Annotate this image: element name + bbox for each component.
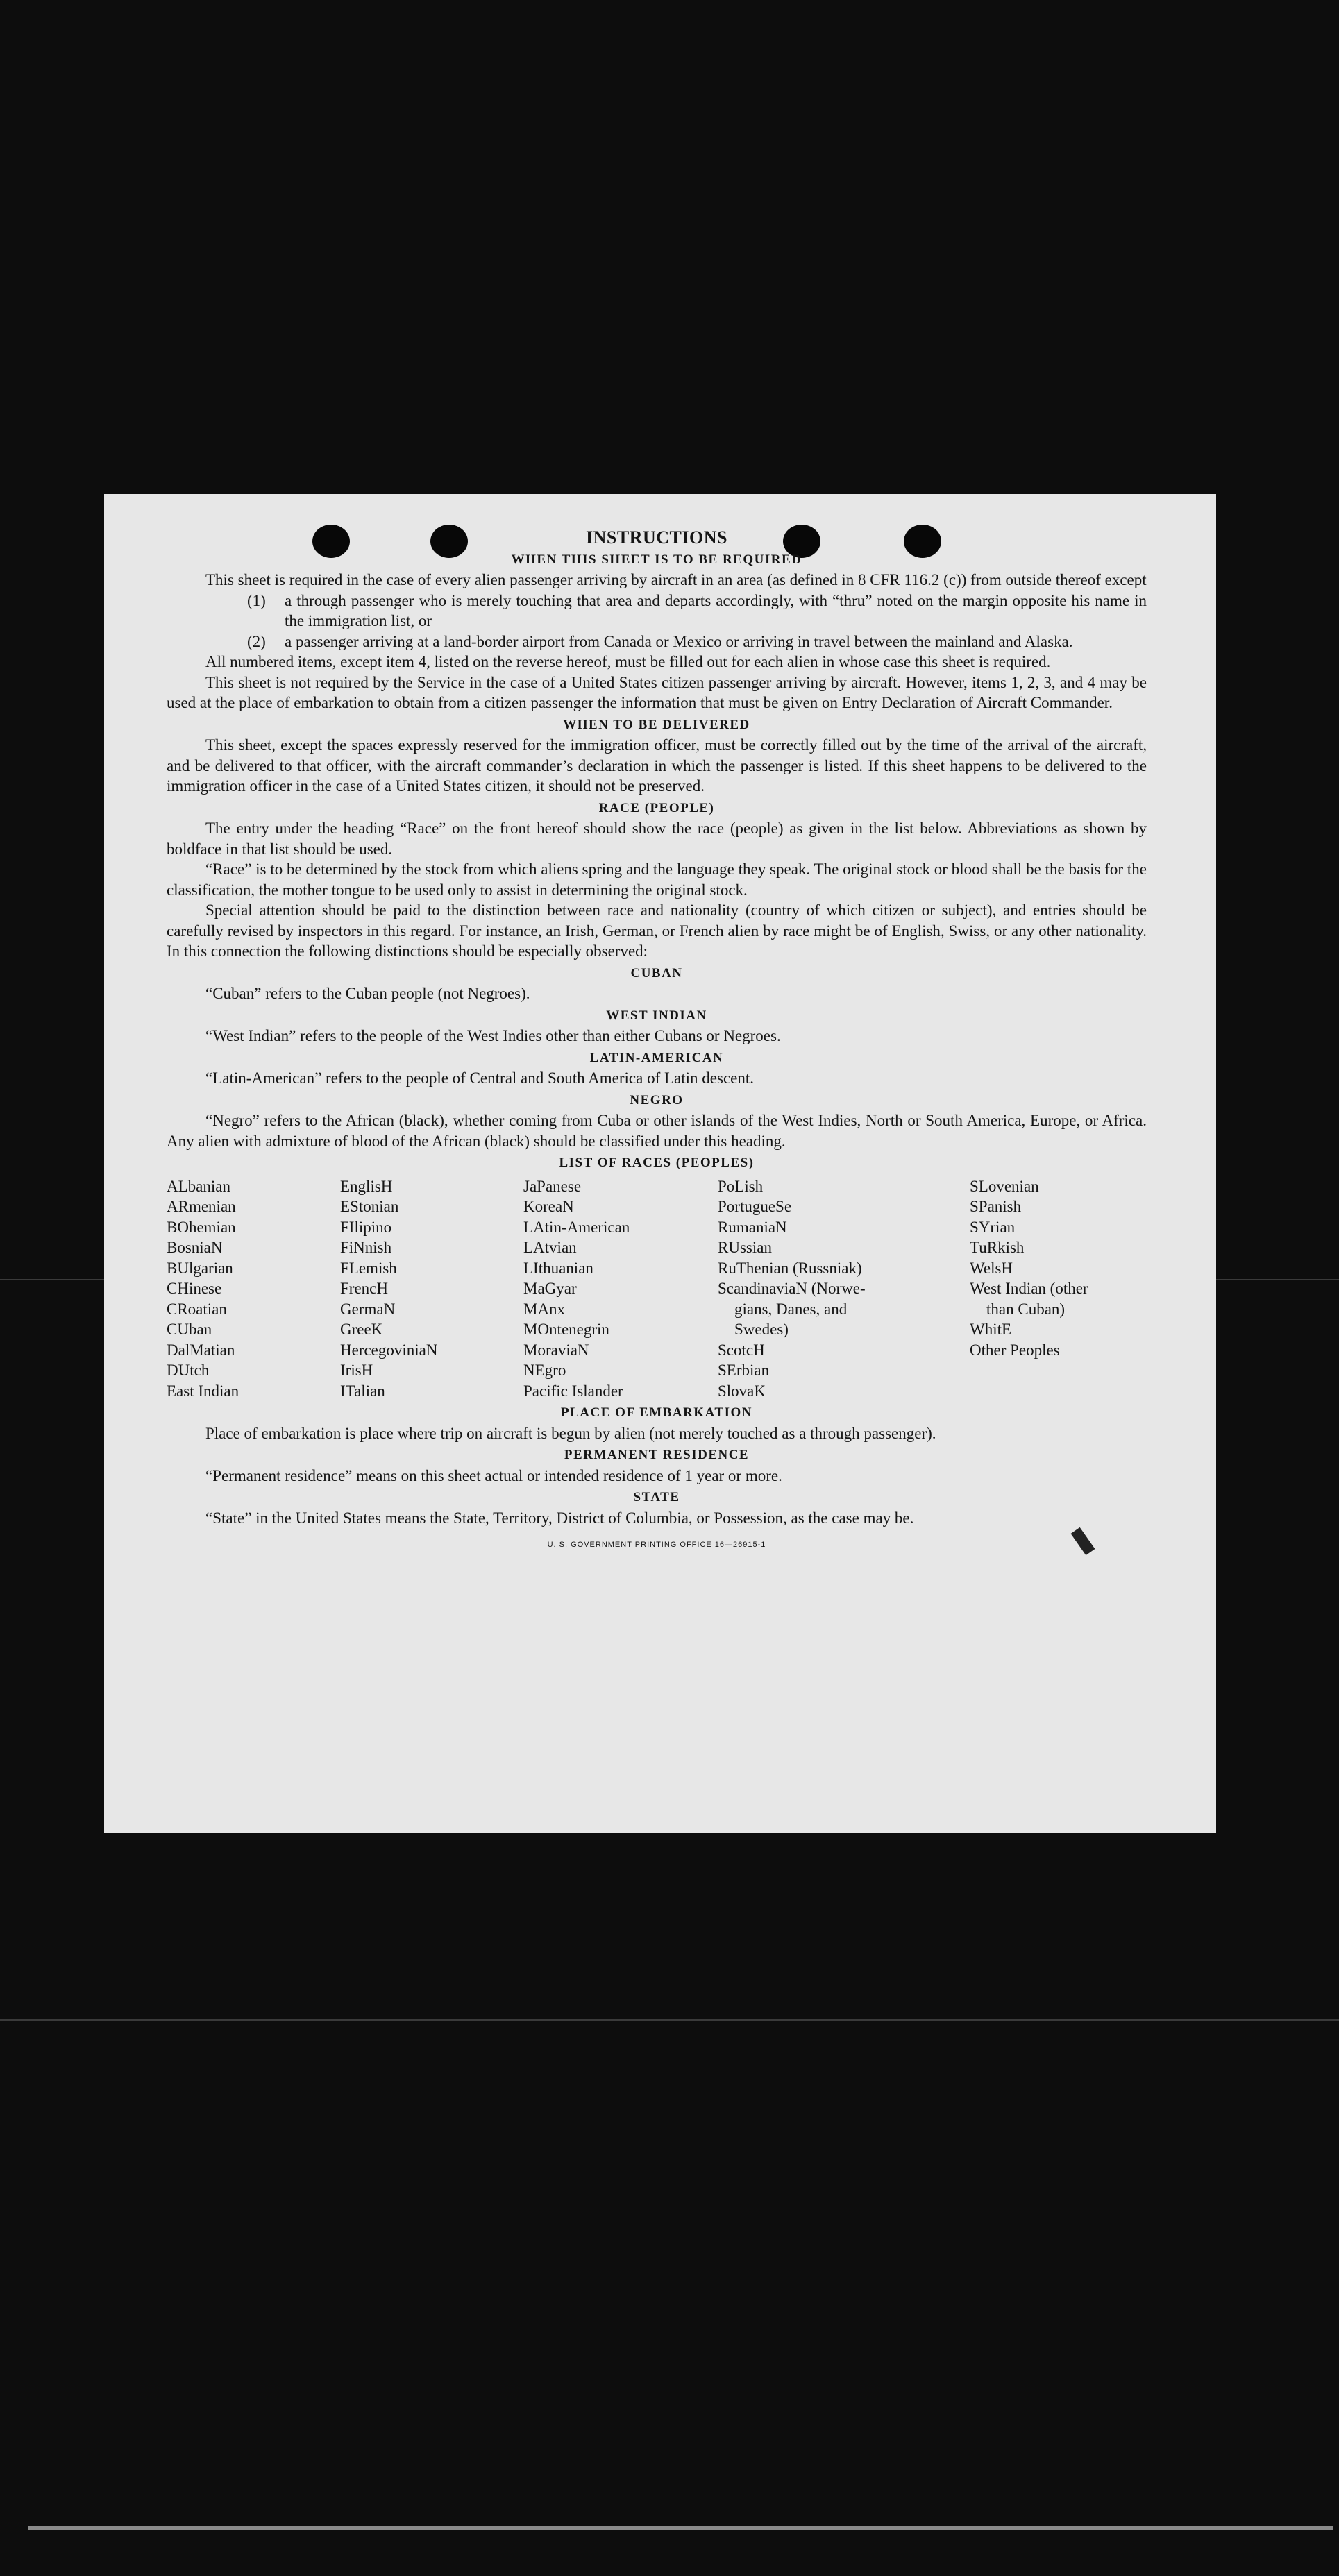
item-number: (2): [247, 632, 266, 650]
race-entry: BosniaN: [167, 1239, 223, 1256]
races-column: [523, 1176, 718, 1402]
heading-when-delivered: WHEN TO BE DELIVERED: [563, 717, 750, 732]
race-entry: HercegoviniaN: [340, 1341, 438, 1359]
heading-cuban: CUBAN: [630, 965, 683, 981]
race-entry: SlovaK: [718, 1382, 766, 1400]
race-entry: PoLish: [718, 1177, 764, 1195]
scan-artifact-line: [0, 2019, 1339, 2021]
paragraph: “State” in the United States means the State, Territory, District of Columbia, or Possession, as the case may be.: [205, 1509, 914, 1527]
paragraph: This sheet is required in the case of every alien passenger arriving by aircraft in an area (as defined in 8 CFR 116.2 (c)) from outside thereof except: [205, 571, 1147, 588]
race-entry: LIthuanian: [523, 1259, 593, 1277]
race-entry: Pacific Islander: [523, 1382, 623, 1400]
race-entry: BOhemian: [167, 1218, 236, 1236]
paragraph: Special attention should be paid to the distinction between race and nationality (country of which citizen or subject), and entries should be carefully revised by inspectors in this regard. For instance, an Irish, German, or French alien by race might be of English, Swiss, or any other nationality. In this connection the following distinctions should be especially observed:: [167, 901, 1147, 960]
paragraph: “Permanent residence” means on this sheet actual or intended residence of 1 year or more.: [205, 1466, 782, 1484]
race-entry: CUban: [167, 1321, 212, 1338]
race-entry: LAtvian: [523, 1239, 577, 1256]
race-entry: RumaniaN: [718, 1218, 787, 1236]
paragraph: “West Indian” refers to the people of the West Indies other than either Cubans or Negroes.: [205, 1027, 781, 1044]
instructions-content: [167, 527, 1147, 1556]
race-entry: EStonian: [340, 1198, 399, 1215]
printing-office-footer: U. S. GOVERNMENT PRINTING OFFICE 16—26915-1: [547, 1541, 766, 1549]
race-entry: MAnx: [523, 1300, 566, 1318]
race-entry: WelsH: [970, 1259, 1013, 1277]
paragraph: Place of embarkation is place where trip on aircraft is begun by alien (not merely touched as a through passenger).: [205, 1424, 936, 1442]
item-number: (1): [247, 591, 266, 609]
heading-race: RACE (PEOPLE): [598, 800, 715, 815]
race-entry: FiNnish: [340, 1239, 392, 1256]
race-entry: SPanish: [970, 1198, 1022, 1215]
scan-bottom-edge: [28, 2526, 1333, 2530]
races-column: [167, 1176, 340, 1402]
heading-permanent-residence: PERMANENT RESIDENCE: [564, 1448, 750, 1462]
race-entry: MoraviaN: [523, 1341, 589, 1359]
race-entry: East Indian: [167, 1382, 239, 1400]
heading-state: STATE: [633, 1490, 680, 1505]
heading-negro: NEGRO: [630, 1092, 684, 1108]
race-entry: DalMatian: [167, 1341, 235, 1359]
paragraph: All numbered items, except item 4, listed on the reverse hereof, must be filled out for each alien in whose case this sheet is required.: [205, 653, 1051, 670]
race-entry: IrisH: [340, 1362, 373, 1379]
race-entry: TuRkish: [970, 1239, 1025, 1256]
paragraph: This sheet is not required by the Service in the case of a United States citizen passenger arriving by aircraft. However, items 1, 2, 3, and 4 may be used at the place of embarkation to obtain from a citizen passenger the information that must be given on Entry Declaration of Aircraft Commander.: [167, 673, 1147, 711]
race-entry: MaGyar: [523, 1280, 577, 1297]
race-entry: MOntenegrin: [523, 1321, 609, 1338]
race-entry: RuThenian (Russniak): [718, 1259, 862, 1277]
race-entry: ARmenian: [167, 1198, 236, 1215]
race-entry: SErbian: [718, 1362, 770, 1379]
paragraph: “Race” is to be determined by the stock from which aliens spring and the language they speak. The original stock or blood shall be the basis for the classification, the mother tongue to be used only to assist in determining the original stock.: [167, 861, 1147, 899]
race-entry: PortugueSe: [718, 1198, 792, 1215]
race-entry: ScotcH: [718, 1341, 765, 1359]
race-entry: RUssian: [718, 1239, 772, 1256]
heading-west-indian: WEST INDIAN: [606, 1008, 707, 1023]
race-entry: West Indian (other: [970, 1280, 1088, 1297]
race-entry: GermaN: [340, 1300, 396, 1318]
paragraph: “Negro” refers to the African (black), whether coming from Cuba or other islands of the West Indies, North or South America, Europe, or Africa. Any alien with admixture of blood of the African (black) should be classified under this heading.: [167, 1112, 1147, 1150]
item-text: a through passenger who is merely touching that area and departs accordingly, with “thru” noted on the margin opposite his name in the immigration list, or: [285, 591, 1147, 629]
document-sheet: [104, 494, 1216, 1833]
paragraph: “Latin-American” refers to the people of Central and South America of Latin descent.: [205, 1069, 754, 1087]
race-entry: SYrian: [970, 1218, 1016, 1236]
race-entry: CHinese: [167, 1280, 222, 1297]
race-entry: FrencH: [340, 1280, 388, 1297]
page-title: INSTRUCTIONS: [586, 527, 727, 548]
race-entry: WhitE: [970, 1321, 1012, 1338]
numbered-item: [167, 632, 1147, 652]
race-entry: ITalian: [340, 1382, 385, 1400]
paragraph: “Cuban” refers to the Cuban people (not Negroes).: [205, 985, 530, 1002]
race-entry: FLemish: [340, 1259, 397, 1277]
race-entry: GreeK: [340, 1321, 383, 1338]
race-entry: DUtch: [167, 1362, 210, 1379]
races-column: [718, 1176, 970, 1402]
race-entry: than Cuban): [986, 1300, 1066, 1318]
paragraph: This sheet, except the spaces expressly reserved for the immigration officer, must be correctly filled out by the time of the arrival of the aircraft, and be delivered to that officer, with the aircraft commander’s declaration in which the passenger is listed. If this sheet happens to be delivered to the immigration officer in the case of a United States citizen, it should not be preserved.: [167, 736, 1147, 795]
heading-embarkation: PLACE OF EMBARKATION: [561, 1405, 752, 1420]
race-entry: BUlgarian: [167, 1259, 233, 1277]
race-entry: EnglisH: [340, 1177, 393, 1195]
paragraph: The entry under the heading “Race” on the front hereof should show the race (people) as given in the list below. Abbreviations as shown by boldface in that list should be used.: [167, 820, 1147, 858]
item-text: a passenger arriving at a land-border airport from Canada or Mexico or arriving in travel between the mainland and Alaska.: [285, 632, 1073, 650]
race-entry: Swedes): [734, 1321, 789, 1338]
races-column: [970, 1176, 1147, 1402]
race-entry: JaPanese: [523, 1177, 582, 1195]
numbered-item: [167, 591, 1147, 632]
races-column: [340, 1176, 523, 1402]
race-entry: NEgro: [523, 1362, 566, 1379]
race-entry: CRoatian: [167, 1300, 227, 1318]
race-entry: LAtin-American: [523, 1218, 630, 1236]
race-entry: KoreaN: [523, 1198, 574, 1215]
race-entry: gians, Danes, and: [734, 1300, 848, 1318]
race-entry: ScandinaviaN (Norwe-: [718, 1280, 866, 1297]
race-entry: FIlipino: [340, 1218, 392, 1236]
heading-list-of-races: LIST OF RACES (PEOPLES): [559, 1155, 755, 1170]
heading-when-required: WHEN THIS SHEET IS TO BE REQUIRED: [511, 552, 802, 567]
race-entry: SLovenian: [970, 1177, 1039, 1195]
race-entry: Other Peoples: [970, 1341, 1060, 1359]
race-entry: ALbanian: [167, 1177, 230, 1195]
heading-latin-american: LATIN-AMERICAN: [589, 1050, 724, 1065]
races-list: [167, 1176, 1147, 1402]
